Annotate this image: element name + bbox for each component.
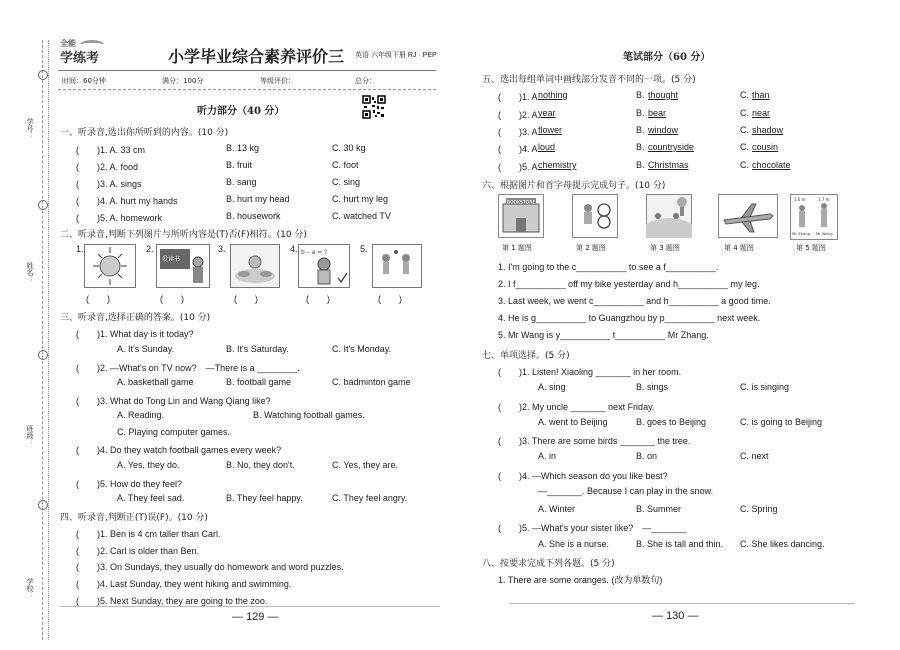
s1-option-c: C. sing (332, 177, 361, 187)
s7-q5: ( )5. —What's your sister like? —_______ (498, 523, 687, 533)
subject-label: 英语 六年级下册 RJ · PEP (355, 52, 437, 59)
s5-word: year (538, 108, 556, 118)
s5-label: C. (740, 108, 749, 118)
qr-code-icon (362, 95, 386, 119)
s4-row-3: ( )3. On Sundays, they usually do homework and word puzzles. (76, 562, 344, 572)
written-part-title: 笔试部分（60 分） (623, 52, 711, 63)
s5-label: ( )2. A. (498, 110, 541, 120)
teacher-board-picture (156, 244, 210, 288)
s7-q4-b: B. Summer (636, 504, 682, 514)
s7-q4: ( )4. —Which season do you like best? (498, 471, 668, 481)
s5-word: chemistry (538, 160, 577, 170)
s7-q2-c: C. is going to Beijing (740, 417, 823, 427)
s5-label: B. (636, 125, 645, 135)
s5-word: countryside (648, 142, 695, 152)
fig5-name-2: Mr Wang (816, 231, 833, 236)
pond-picture (230, 244, 280, 288)
formula-text: b – a = ? (301, 249, 328, 256)
logo: 全能 学练考 (58, 38, 104, 64)
time-label: 时间：60分钟 (62, 77, 106, 85)
s3-q3: ( )3. What do Tong Lin and Wang Qiang like? (76, 396, 271, 406)
binding-dotted-line (48, 40, 49, 640)
s5-word: window (648, 125, 679, 135)
fig-num-5: 5. (360, 244, 368, 254)
section-1-title: 一、听录音,选出你所听到的内容。(10 分) (60, 128, 229, 138)
s7-q4-a: A. Winter (538, 504, 576, 514)
s3-q4-c: C. Yes, they are. (332, 460, 399, 470)
fig-num-1: 1. (76, 244, 84, 254)
s7-q1-c: C. is singing (740, 382, 790, 392)
s6-line-4[interactable]: 4. He is g__________ to Guangzhou by p__________ next week. (498, 313, 761, 323)
s4-row-4: ( )4. Last Sunday, they went hiking and swimming. (76, 579, 292, 589)
answer-paren-2[interactable]: ( ) (160, 294, 184, 304)
section-5-title: 五、选出每组单词中画线部分发音不同的一项。(5 分) (482, 75, 696, 85)
s5-label: C. (740, 125, 749, 135)
s7-q5-a: A. She is a nurse. (538, 539, 610, 549)
s7-q2: ( )2. My uncle _______ next Friday. (498, 402, 655, 412)
s7-q1: ( )1. Listen! Xiaoling _______ in her room. (498, 367, 682, 377)
s5-word: chocolate (752, 160, 791, 170)
class-label: 班级： (26, 425, 34, 446)
s3-q4-b: B. No, they don't. (226, 460, 295, 470)
s3-q4: ( )4. Do they watch football games every week? (76, 445, 282, 455)
page-number-left: — 129 — (232, 611, 279, 623)
s1-option-n: ( )2. A. food (76, 162, 139, 172)
grade-label: 等级评价： (260, 77, 295, 85)
s1-option-b: B. fruit (226, 160, 253, 170)
s3-q5: ( )5. How do they feel? (76, 479, 183, 489)
header-rule-2 (58, 89, 436, 90)
s3-q2-b: B. football game (226, 377, 292, 387)
s3-q5-b: B. They feel happy. (226, 493, 303, 503)
s6-line-5[interactable]: 5. Mr Wang is y__________ t__________ Mr Zhang. (498, 330, 709, 340)
s1-option-b: B. 13 kg (226, 143, 260, 153)
s3-q3-b: B. Watching football games. (253, 410, 365, 420)
s3-q1-c: C. It's Monday. (332, 344, 392, 354)
listening-part-title: 听力部分（40 分） (197, 106, 285, 117)
answer-paren-3[interactable]: ( ) (234, 294, 258, 304)
s5-label: B. (636, 90, 645, 100)
s1-option-c: C. 30 kg (332, 143, 366, 153)
s5-word: nothing (538, 90, 568, 100)
s8-q1: 1. There are some oranges. (改为单数句) (498, 575, 663, 585)
s5-label: ( )4. A. (498, 144, 541, 154)
s3-q5-c: C. They feel angry. (332, 493, 408, 503)
s5-label: B. (636, 160, 645, 170)
sun-picture (84, 244, 136, 288)
board-text: 爱读书 (162, 256, 181, 263)
s7-q3-b: B. on (636, 451, 658, 461)
s5-word: loud (538, 142, 556, 152)
girl-math-picture (298, 244, 350, 288)
s5-word: Christmas (648, 160, 689, 170)
s1-option-n: ( )5. A. homework (76, 213, 163, 223)
s7-q1-a: A. sing (538, 382, 566, 392)
s5-word: cousin (752, 142, 779, 152)
height-comparison-picture (790, 194, 838, 240)
s7-q3-c: C. next (740, 451, 769, 461)
s3-q1: ( )1. What day is it today? (76, 329, 194, 339)
s7-q2-a: A. went to Beijing (538, 417, 608, 427)
s3-q3-a: A. Reading. (117, 410, 165, 420)
caption-2: 第 2 题图 (576, 244, 606, 252)
s7-q5-c: C. She likes dancing. (740, 539, 825, 549)
s5-label: C. (740, 160, 749, 170)
s5-label: ( )1. A. (498, 92, 541, 102)
s1-option-n: ( )4. A. hurt my hands (76, 196, 178, 206)
s5-word: shadow (752, 125, 784, 135)
s3-q1-b: B. It's Saturday. (226, 344, 289, 354)
s4-row-5: ( )5. Next Sunday, they are going to the zoo. (76, 596, 268, 606)
s7-q3-a: A. in (538, 451, 557, 461)
header-rule (58, 70, 436, 71)
answer-paren-5[interactable]: ( ) (378, 294, 402, 304)
answer-paren-4[interactable]: ( ) (306, 294, 330, 304)
bookstore-picture (498, 194, 544, 238)
binding-hole (38, 200, 48, 210)
s7-q5-b: B. She is tall and thin. (636, 539, 724, 549)
school-label: 学校： (26, 578, 34, 599)
s7-q1-b: B. sings (636, 382, 669, 392)
caption-3: 第 3 题图 (650, 244, 680, 252)
s3-q4-a: A. Yes, they do. (117, 460, 180, 470)
s1-option-n: ( )1. A. 33 cm (76, 145, 146, 155)
answer-paren-1[interactable]: ( ) (86, 294, 110, 304)
caption-1: 第 1 题图 (502, 244, 532, 252)
s6-line-2[interactable]: 2. I f__________ off my bike yesterday and h__________ my leg. (498, 279, 760, 289)
s4-row-1: ( )1. Ben is 4 cm taller than Carl. (76, 529, 221, 539)
park-picture (646, 194, 692, 238)
name-label: 姓名： (26, 262, 34, 283)
full-score-label: 满分：100分 (162, 77, 204, 85)
binding-hole (38, 350, 48, 360)
fig-num-2: 2. (146, 244, 154, 254)
s5-word: thought (648, 90, 679, 100)
s5-word: flower (538, 125, 563, 135)
total-label: 总分： (355, 77, 376, 85)
s3-q2-c: C. badminton game (332, 377, 411, 387)
height-2: 1.7 m (818, 197, 830, 202)
s7-q4-c: C. Spring (740, 504, 778, 514)
s3-q3-c: C. Playing computer games. (117, 427, 231, 437)
footer-rule-right (510, 603, 855, 604)
binding-dashed-line (42, 40, 43, 640)
s1-option-b: B. hurt my head (226, 194, 290, 204)
s3-q1-a: A. It's Sunday. (117, 344, 175, 354)
s5-label: B. (636, 142, 645, 152)
page-number-right: — 130 — (652, 610, 699, 622)
section-8-title: 八、按要求完成下列各题。(5 分) (482, 559, 615, 569)
caption-4: 第 4 题图 (724, 244, 754, 252)
caption-5: 第 5 题图 (796, 244, 826, 252)
s4-row-2: ( )2. Carl is older than Ben. (76, 546, 200, 556)
binding-hole (38, 500, 48, 510)
s6-line-3[interactable]: 3. Last week, we went c__________ and h__________ a good time. (498, 296, 771, 306)
s1-option-c: C. watched TV (332, 211, 391, 221)
s1-option-n: ( )3. A. sings (76, 179, 142, 189)
s5-label: C. (740, 90, 749, 100)
section-3-title: 三、听录音,选择正确的答案。(10 分) (60, 313, 211, 323)
s5-label: ( )5. A. (498, 162, 541, 172)
s7-q3: ( )3. There are some birds _______ the tree. (498, 436, 691, 446)
fig-num-4: 4. (290, 244, 298, 254)
airplane-picture (718, 194, 778, 238)
student-no-label: 学号： (26, 118, 34, 139)
page-title: 小学毕业综合素养评价三 (168, 47, 345, 66)
section-2-title: 二、听录音,判断下列图片与所听内容是(T)否(F)相符。(10 分) (60, 230, 307, 240)
s3-q2: ( )2. —What's on TV now? —There is a ________. (76, 363, 300, 373)
s7-q2-b: B. goes to Beijing (636, 417, 707, 427)
fig5-name-1: Mr Zhang (792, 231, 811, 236)
children-playing-picture (372, 244, 422, 288)
section-7-title: 七、单项选择。(5 分) (482, 351, 570, 361)
s5-label: C. (740, 142, 749, 152)
s3-q5-a: A. They feel sad. (117, 493, 185, 503)
height-1: 1.6 m (794, 197, 806, 202)
s5-label: B. (636, 108, 645, 118)
section-6-title: 六、根据图片和首字母提示完成句子。(10 分) (482, 181, 666, 191)
section-4-title: 四、听录音,判断正(T)误(F)。(10 分) (60, 513, 208, 523)
s7-q4-line: —_______. Because I can play in the snow. (538, 486, 714, 496)
s1-option-b: B. housework (226, 211, 281, 221)
s5-label: ( )3. A. (498, 127, 541, 137)
s1-option-c: C. foot (332, 160, 359, 170)
s3-q2-a: A. basketball game (117, 377, 194, 387)
footer-rule-left (60, 606, 440, 607)
s5-word: than (752, 90, 770, 100)
s5-word: bear (648, 108, 667, 118)
binding-hole (38, 70, 48, 80)
s5-word: near (752, 108, 771, 118)
fig-num-3: 3. (218, 244, 226, 254)
bookstore-sign: BOOKSTORE (507, 200, 536, 206)
s1-option-b: B. sang (226, 177, 257, 187)
fall-off-bike-picture (572, 194, 618, 238)
s6-line-1[interactable]: 1. I'm going to the c__________ to see a f__________. (498, 262, 719, 272)
s1-option-c: C. hurt my leg (332, 194, 389, 204)
